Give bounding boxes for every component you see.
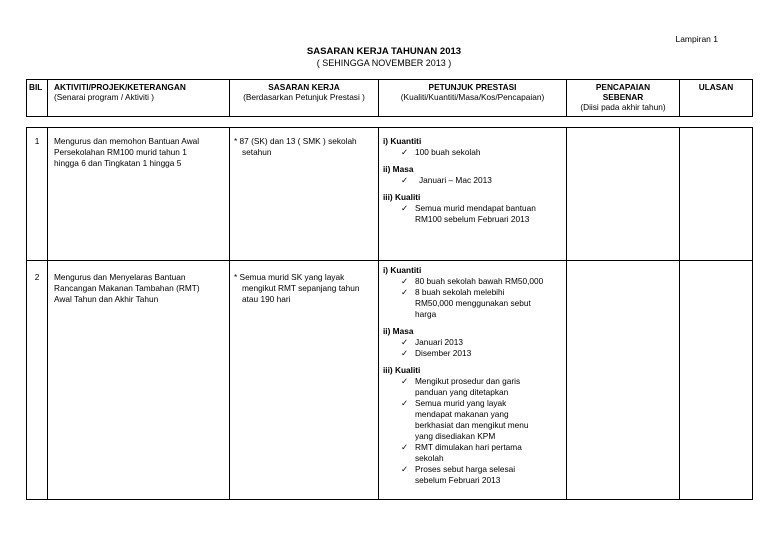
list-item bbox=[383, 464, 562, 486]
checkmark-icon: ✓ bbox=[401, 376, 409, 386]
row-1-bil bbox=[27, 128, 48, 261]
row-1-sasaran bbox=[230, 128, 379, 261]
list-item bbox=[383, 147, 562, 158]
list-item-text: Disember 2013 bbox=[415, 348, 472, 358]
list-item-text: 80 buah sekolah bawah RM50,000 bbox=[415, 276, 544, 286]
checkmark-icon: ✓ bbox=[401, 337, 409, 347]
list-item bbox=[383, 348, 562, 359]
list-item-text: RM50,000 menggunakan sebut bbox=[415, 298, 531, 308]
list-item-text: sebelum Februari 2013 bbox=[415, 475, 501, 485]
col-ulasan-header bbox=[680, 80, 753, 117]
list-item-text: yang disediakan KPM bbox=[415, 431, 496, 441]
col-sasaran-label: SASARAN KERJA bbox=[268, 82, 340, 92]
row-1-ulasan bbox=[680, 128, 753, 261]
checkmark-icon: ✓ bbox=[401, 287, 409, 297]
list-item bbox=[383, 276, 562, 287]
list-item-text: Mengikut prosedur dan garis bbox=[415, 376, 521, 386]
row-1-sasaran-line: setahun bbox=[242, 147, 272, 157]
row-2-kuantiti-label: i) Kuantiti bbox=[383, 265, 422, 275]
col-petunjuk-label: PETUNJUK PRESTASI bbox=[428, 82, 517, 92]
row-1-sasaran-line: * 87 (SK) dan 13 ( SMK ) sekolah bbox=[234, 136, 357, 146]
row-2-aktiviti-line: Mengurus dan Menyelaras Bantuan bbox=[54, 272, 186, 282]
checkmark-icon: ✓ bbox=[401, 464, 409, 474]
row-2-aktiviti bbox=[48, 261, 230, 500]
list-item-text: 8 buah sekolah melebihi bbox=[415, 287, 505, 297]
row-2-masa-label: ii) Masa bbox=[383, 326, 414, 336]
list-item bbox=[383, 203, 562, 225]
row-2-bil-value: 2 bbox=[34, 272, 40, 282]
list-item-text: 100 buah sekolah bbox=[415, 147, 481, 157]
col-aktiviti-header bbox=[48, 80, 230, 117]
row-1-pencapaian bbox=[567, 128, 680, 261]
checkmark-icon: ✓ bbox=[401, 147, 409, 157]
checkmark-icon: ✓ bbox=[401, 348, 409, 358]
document-title: SASARAN KERJA TAHUNAN 2013 bbox=[306, 46, 462, 57]
col-bil-header bbox=[27, 80, 48, 117]
list-item-text: RM100 sebelum Februari 2013 bbox=[415, 214, 530, 224]
row-2-ulasan bbox=[680, 261, 753, 500]
list-item-text: harga bbox=[415, 309, 437, 319]
col-ulasan-label: ULASAN bbox=[698, 82, 734, 92]
document-subtitle: ( SEHINGGA NOVEMBER 2013 ) bbox=[316, 58, 452, 68]
list-item-text: Semua murid yang layak bbox=[415, 398, 507, 408]
col-aktiviti-label: AKTIVITI/PROJEK/KETERANGAN bbox=[54, 82, 186, 92]
list-item-text: Semua murid mendapat bantuan bbox=[415, 203, 536, 213]
table-row bbox=[27, 128, 753, 261]
checkmark-icon: ✓ bbox=[401, 276, 409, 286]
list-item bbox=[383, 376, 562, 398]
checkmark-icon: ✓ bbox=[401, 442, 409, 452]
list-item-text: Januari – Mac 2013 bbox=[419, 175, 492, 185]
list-item-text: berkhasiat dan mengikut menu bbox=[415, 420, 529, 430]
col-pencapaian-label-2: SEBENAR bbox=[602, 92, 644, 102]
row-2-sasaran-line: * Semua murid SK yang layak bbox=[234, 272, 345, 282]
row-2-aktiviti-line: Rancangan Makanan Tambahan (RMT) bbox=[54, 283, 200, 293]
list-item-text: mendapat makanan yang bbox=[415, 409, 509, 419]
row-1-bil-value: 1 bbox=[34, 136, 40, 146]
row-1-aktiviti-line: Mengurus dan memohon Bantuan Awal bbox=[54, 136, 200, 146]
row-1-kuantiti-label: i) Kuantiti bbox=[383, 136, 422, 146]
row-1-aktiviti bbox=[48, 128, 230, 261]
row-2-sasaran bbox=[230, 261, 379, 500]
col-bil-label: BIL bbox=[29, 82, 43, 92]
checkmark-icon: ✓ bbox=[401, 175, 409, 185]
col-sasaran-sub: (Berdasarkan Petunjuk Prestasi ) bbox=[243, 92, 365, 102]
checkmark-icon: ✓ bbox=[401, 398, 409, 408]
list-item-text: RMT dimulakan hari pertama bbox=[415, 442, 522, 452]
header-table bbox=[26, 79, 753, 117]
row-2-kualiti-label: iii) Kualiti bbox=[383, 365, 421, 375]
list-item bbox=[383, 287, 562, 320]
col-petunjuk-sub: (Kualiti/Kuantiti/Masa/Kos/Pencapaian) bbox=[400, 92, 545, 102]
col-pencapaian-sub: (Diisi pada akhir tahun) bbox=[580, 102, 666, 112]
col-pencapaian-label-1: PENCAPAIAN bbox=[595, 82, 651, 92]
row-1-masa-label: ii) Masa bbox=[383, 164, 414, 174]
row-1-petunjuk bbox=[379, 128, 567, 261]
col-sasaran-header bbox=[230, 80, 379, 117]
list-item bbox=[383, 398, 562, 442]
row-2-sasaran-line: atau 190 hari bbox=[242, 294, 291, 304]
row-2-bil bbox=[27, 261, 48, 500]
body-table bbox=[26, 127, 753, 500]
row-1-aktiviti-line: Persekolahan RM100 murid tahun 1 bbox=[54, 147, 187, 157]
lampiran-label: Lampiran 1 bbox=[675, 34, 718, 44]
row-1-aktiviti-line: hingga 6 dan Tingkatan 1 hingga 5 bbox=[54, 158, 182, 168]
list-item bbox=[383, 175, 562, 186]
list-item-text: sekolah bbox=[415, 453, 444, 463]
checkmark-icon: ✓ bbox=[401, 203, 409, 213]
row-2-petunjuk bbox=[379, 261, 567, 500]
row-2-aktiviti-line: Awal Tahun dan Akhir Tahun bbox=[54, 294, 159, 304]
col-aktiviti-sub: (Senarai program / Aktiviti ) bbox=[54, 92, 155, 102]
list-item-text: panduan yang ditetapkan bbox=[415, 387, 509, 397]
list-item bbox=[383, 442, 562, 464]
list-item-text: Proses sebut harga selesai bbox=[415, 464, 516, 474]
row-2-sasaran-line: mengikut RMT sepanjang tahun bbox=[242, 283, 360, 293]
list-item-text: Januari 2013 bbox=[415, 337, 463, 347]
row-2-pencapaian bbox=[567, 261, 680, 500]
row-1-kualiti-label: iii) Kualiti bbox=[383, 192, 421, 202]
col-petunjuk-header bbox=[379, 80, 567, 117]
col-pencapaian-header bbox=[567, 80, 680, 117]
table-row bbox=[27, 261, 753, 500]
list-item bbox=[383, 337, 562, 348]
